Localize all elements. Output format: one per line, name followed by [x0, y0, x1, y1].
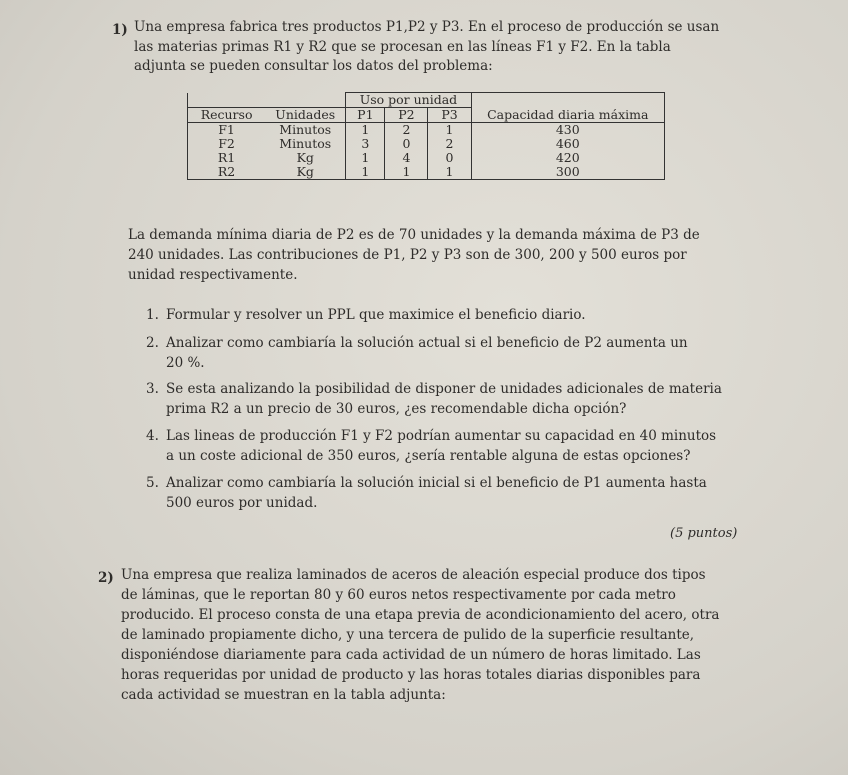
cell-p2: 0 — [385, 137, 428, 151]
header-p2: P2 — [385, 108, 428, 123]
table-group-header-row — [188, 93, 665, 108]
cell-recurso: F2 — [188, 137, 266, 151]
cell-recurso: R1 — [188, 151, 266, 165]
question-2-number: 2) — [98, 570, 114, 586]
cell-capacidad: 460 — [471, 137, 664, 151]
table-row — [188, 137, 665, 151]
cell-p1: 3 — [346, 137, 385, 151]
item-line: a un coste adicional de 350 euros, ¿sería rentable alguna de estas opciones? — [166, 448, 691, 464]
cell-p3: 1 — [428, 165, 471, 180]
question-1-number: 1) — [112, 22, 128, 38]
question-2-line-6: horas requeridas por unidad de producto y las horas totales diarias disponibles para — [121, 667, 701, 683]
item-number: 5. — [146, 475, 159, 491]
list-item — [146, 380, 746, 420]
group-header-cell: Uso por unidad — [346, 93, 471, 108]
points-label: (5 puntos) — [670, 526, 738, 541]
header-unidades: Unidades — [265, 108, 346, 123]
cell-p1: 1 — [346, 123, 385, 138]
item-line: prima R2 a un precio de 30 euros, ¿es recomendable dicha opción? — [166, 401, 627, 417]
cell-p2: 2 — [385, 123, 428, 138]
question-2-line-1: Una empresa que realiza laminados de aceros de aleación especial produce dos tipos — [121, 567, 706, 583]
list-item — [146, 474, 746, 514]
list-item — [146, 334, 746, 374]
cell-p3: 1 — [428, 123, 471, 138]
cell-p1: 1 — [346, 151, 385, 165]
table-header-row — [188, 108, 665, 123]
cell-unidades: Minutos — [265, 137, 346, 151]
header-capacidad: Capacidad diaria máxima — [471, 108, 664, 123]
cell-unidades: Kg — [265, 151, 346, 165]
item-line: Formular y resolver un PPL que maximice el beneficio diario. — [166, 307, 586, 323]
cell-unidades: Minutos — [265, 123, 346, 138]
item-number: 1. — [146, 307, 159, 323]
item-line: 20 %. — [166, 355, 205, 371]
table-row — [188, 123, 665, 138]
cell-unidades: Kg — [265, 165, 346, 180]
table-row — [188, 165, 665, 180]
cell-p2: 4 — [385, 151, 428, 165]
item-line: Se esta analizando la posibilidad de disponer de unidades adicionales de materia — [166, 381, 722, 397]
question-2-line-7: cada actividad se muestran en la tabla adjunta: — [121, 687, 446, 703]
item-number: 2. — [146, 335, 159, 351]
question-1-intro-line-3: adjunta se pueden consultar los datos del problema: — [134, 58, 493, 74]
cell-recurso: F1 — [188, 123, 266, 138]
question-2-line-3: producido. El proceso consta de una etapa previa de acondicionamiento del acero, otra — [121, 607, 720, 623]
paragraph-line-2: 240 unidades. Las contribuciones de P1, P2 y P3 son de 300, 200 y 500 euros por — [128, 247, 687, 263]
cell-p3: 2 — [428, 137, 471, 151]
question-2-line-4: de laminado propiamente dicho, y una tercera de pulido de la superficie resultante, — [121, 627, 695, 643]
header-p3: P3 — [428, 108, 471, 123]
paragraph-line-3: unidad respectivamente. — [128, 267, 298, 283]
header-p1: P1 — [346, 108, 385, 123]
list-item — [146, 427, 746, 467]
question-1-intro-line-1: Una empresa fabrica tres productos P1,P2 y P3. En el proceso de producción se usan — [134, 19, 720, 35]
cell-recurso: R2 — [188, 165, 266, 180]
cell-p1: 1 — [346, 165, 385, 180]
cell-capacidad: 420 — [471, 151, 664, 165]
question-2-line-2: de láminas, que le reportan 80 y 60 euros netos respectivamente por cada metro — [121, 587, 676, 603]
item-line: Las lineas de producción F1 y F2 podrían aumentar su capacidad en 40 minutos — [166, 428, 717, 444]
item-line: Analizar como cambiaría la solución actual si el beneficio de P2 aumenta un — [166, 335, 688, 351]
question-1-intro-line-2: las materias primas R1 y R2 que se procesan en las líneas F1 y F2. En la tabla — [134, 39, 671, 55]
item-line: Analizar como cambiaría la solución inicial si el beneficio de P1 aumenta hasta — [166, 475, 707, 491]
question-2-line-5: disponiéndose diariamente para cada actividad de un número de horas limitado. Las — [121, 647, 701, 663]
item-line: 500 euros por unidad. — [166, 495, 318, 511]
paragraph-line-1: La demanda mínima diaria de P2 es de 70 unidades y la demanda máxima de P3 de — [128, 227, 700, 243]
item-number: 3. — [146, 381, 159, 397]
data-table — [187, 92, 665, 180]
header-recurso: Recurso — [188, 108, 266, 123]
cell-capacidad: 430 — [471, 123, 664, 138]
table-row — [188, 151, 665, 165]
cell-capacidad: 300 — [471, 165, 664, 180]
cell-p3: 0 — [428, 151, 471, 165]
cell-p2: 1 — [385, 165, 428, 180]
item-number: 4. — [146, 428, 159, 444]
